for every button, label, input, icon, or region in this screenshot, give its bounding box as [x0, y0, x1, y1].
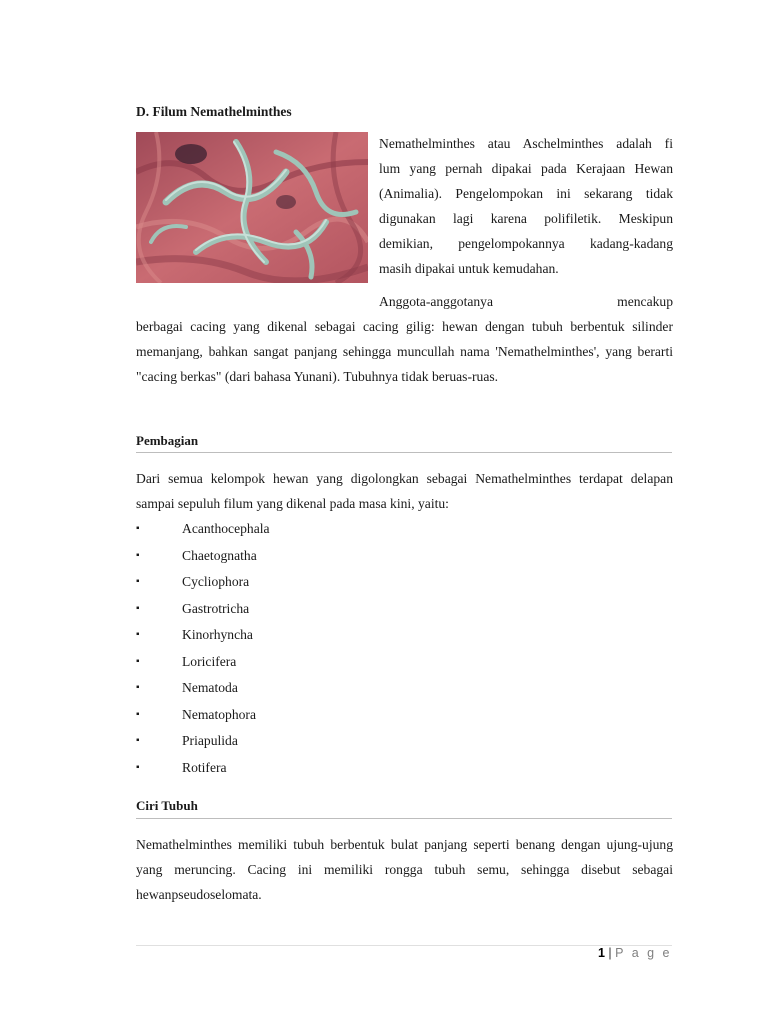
- list-item-label: Priapulida: [182, 733, 238, 748]
- list-item-label: Kinorhyncha: [182, 627, 253, 642]
- list-item: [136, 543, 536, 570]
- bullet-icon: ▪: [136, 629, 140, 640]
- footer-divider: [136, 945, 672, 946]
- page-footer: [598, 946, 672, 960]
- list-item: [136, 596, 536, 623]
- list-item-label: Nematoda: [182, 680, 238, 695]
- intro-line: (Animalia). Pengelompokan ini sekarang tidak: [379, 186, 673, 201]
- list-item: [136, 755, 536, 782]
- intro-line: demikian, pengelompokannya kadang-kadang: [379, 236, 673, 251]
- bullet-icon: ▪: [136, 602, 140, 614]
- intro-paragraph: [379, 131, 673, 281]
- bullet-icon: ▪: [136, 523, 140, 534]
- list-item-label: Cycliophora: [182, 574, 250, 589]
- page-heading: D. Filum Nemathelminthes: [136, 104, 292, 119]
- list-item-label: Gastrotricha: [182, 600, 250, 616]
- ciri-tubuh-paragraph: Nemathelminthes memiliki tubuh berbentuk bulat panjang seperti benang dengan ujung-ujung yang meruncing. Cacing ini memiliki rongga tubuh semu, sehingga disebut sebagai hewanpseudoselomata.: [136, 837, 673, 902]
- phylum-list: [136, 516, 536, 781]
- members-first-left: Anggota-anggotanya: [379, 294, 494, 309]
- list-item: [136, 702, 536, 729]
- members-first-line: [379, 289, 673, 314]
- bullet-icon: ▪: [136, 655, 140, 667]
- intro-line: lum yang pernah dipakai pada Kerajaan Hewan: [379, 161, 673, 176]
- bullet-icon: ▪: [136, 576, 140, 587]
- bullet-icon: ▪: [136, 761, 140, 773]
- bullet-icon: ▪: [136, 549, 140, 561]
- bullet-icon: ▪: [136, 682, 140, 693]
- section-divider: [136, 452, 672, 453]
- bullet-icon: ▪: [136, 708, 140, 720]
- list-item-label: Rotifera: [182, 759, 227, 775]
- list-item: [136, 622, 536, 649]
- list-item-label: Chaetognatha: [182, 547, 257, 563]
- page-label: P a g e: [615, 946, 672, 960]
- footer-separator: |: [608, 946, 612, 960]
- intro-line: digunakan lagi karena polifiletik. Meskipun: [379, 211, 673, 226]
- list-item-label: Loricifera: [182, 653, 237, 669]
- list-item-label: Nematophora: [182, 706, 256, 722]
- section-divider: [136, 818, 672, 819]
- bullet-icon: ▪: [136, 735, 140, 746]
- list-item: [136, 675, 536, 702]
- list-item: [136, 569, 536, 596]
- pembagian-paragraph: Dari semua kelompok hewan yang digolongkan sebagai Nemathelminthes terdapat delapan sampai sepuluh filum yang dikenal pada masa kini, yaitu:: [136, 471, 673, 511]
- intro-line: Nemathelminthes atau Aschelminthes adalah fi: [379, 136, 673, 151]
- list-item: [136, 516, 536, 543]
- members-paragraph: berbagai cacing yang dikenal sebagai cacing gilig: hewan dengan tubuh berbentuk silinder memanjang, bahkan sangat panjang sehingga muncullah nama 'Nemathelminthes', yang berarti "cacing berkas" (dari bahasa Yunani). Tubuhnya tidak beruas-ruas.: [136, 319, 673, 384]
- section-title-pembagian: Pembagian: [136, 433, 199, 448]
- page-number: 1: [597, 946, 605, 960]
- section-title-ciri-tubuh: Ciri Tubuh: [136, 798, 198, 813]
- list-item: [136, 649, 536, 676]
- list-item-label: Acanthocephala: [182, 521, 270, 536]
- members-first-right: mencakup: [617, 294, 673, 309]
- list-item: [136, 728, 536, 755]
- intro-line: masih dipakai untuk kemudahan.: [379, 261, 559, 276]
- nematode-micrograph-icon: [136, 132, 368, 283]
